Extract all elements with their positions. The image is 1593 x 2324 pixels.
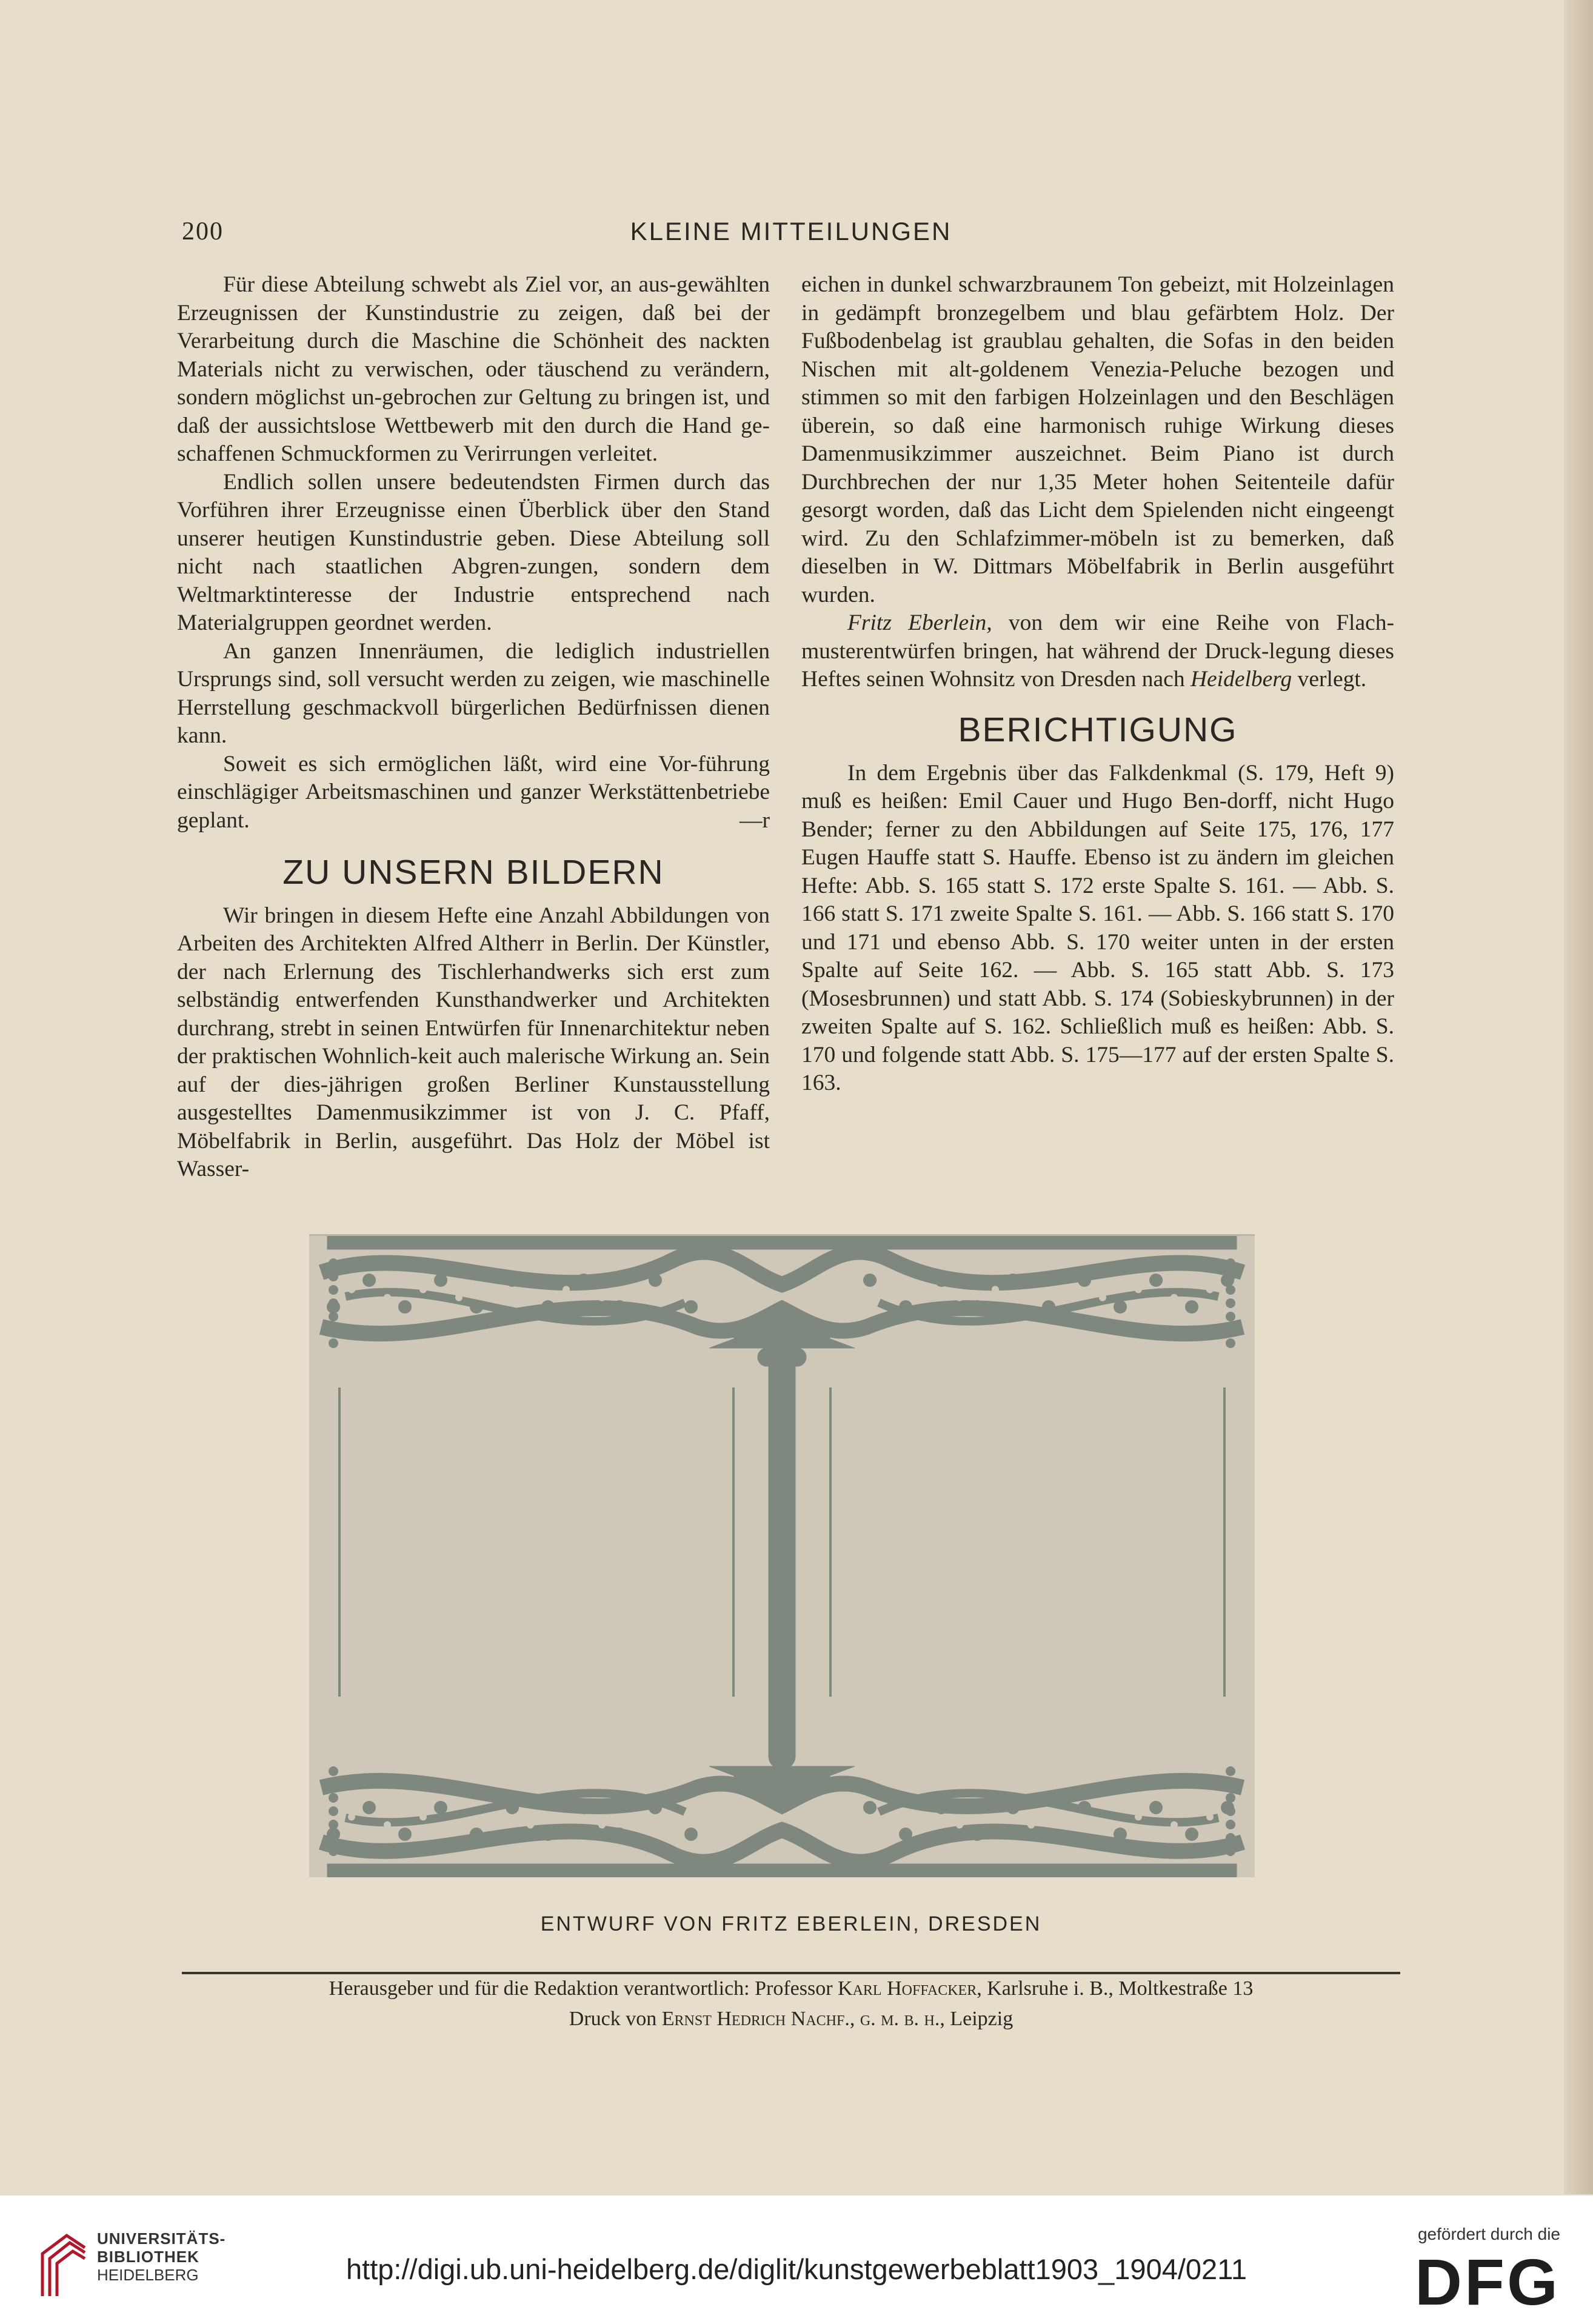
ornament-graphic <box>309 1236 1255 1877</box>
imprint-text: , Karlsruhe i. B., Moltkestraße 13 <box>977 1977 1254 2000</box>
ornament-illustration <box>309 1234 1255 1877</box>
section-heading: BERICHTIGUNG <box>958 710 1238 749</box>
funder-note: gefördert durch die <box>1417 2225 1560 2243</box>
paragraph: Soweit es sich ermöglichen läßt, wird eine Vor-führung einschlägiger Arbeitsmaschinen und ganzer Werkstättenbetriebe geplant. <box>177 751 770 833</box>
library-name-line: UNIVERSITÄTS- <box>97 2229 226 2248</box>
running-title: KLEINE MITTEILUNGEN <box>630 217 952 245</box>
section-heading: ZU UNSERN BILDERN <box>282 852 664 892</box>
paragraph: Endlich sollen unsere bedeutendsten Firmen durch das Vorführen ihrer Erzeugnisse einen Überblick über den Stand unserer heutigen Kunstindustrie geben. Diese Abteilung soll nicht nach staatlichen Abgren-zungen, sondern dem Weltmarktinteresse der Industrie entsprechend nach Materialgruppen geordnet werden. <box>177 469 770 635</box>
author-signature: —r <box>740 808 770 833</box>
imprint-rule <box>182 1972 1400 1974</box>
paragraph: Für diese Abteilung schwebt als Ziel vor, an aus-gewählten Erzeugnissen der Kunstindustrie zu zeigen, daß bei der Verarbeitung durch die Maschine die Schönheit des nackten Materials nicht zu verwischen, oder täuschend zu verändern, sondern möglichst un-gebrochen zur Geltung zu bringen ist, und daß der aussichtslose Wettbewerb mit den durch die Hand ge-schaffenen Schmuckformen zu Verirrungen verleitet. <box>177 272 770 466</box>
permalink-url[interactable]: http://digi.ub.uni-heidelberg.de/diglit/kunstgewerbeblatt1903_1904/0211 <box>346 2253 1247 2285</box>
library-name-line: HEIDELBERG <box>97 2266 199 2284</box>
artist-name: Fritz Eberlein, <box>847 610 992 635</box>
paragraph-text: von dem wir eine Reihe von Flach-musterentwürfen bringen, hat während der Druck-legung dieses Heftes seinen Wohnsitz von Dresden nach <box>801 610 1394 692</box>
imprint-text: Druck von <box>569 2008 662 2030</box>
imprint-text: , Leipzig <box>940 2008 1014 2030</box>
paragraph-text: verlegt. <box>1292 667 1367 692</box>
paragraph: An ganzen Innenräumen, die lediglich industriellen Ursprungs sind, soll versucht werden zu zeigen, wie maschinelle Herrstellung geschmackvoll bürgerlichen Bedürfnissen dienen kann. <box>177 638 770 748</box>
paragraph: Wir bringen in diesem Hefte eine Anzahl Abbildungen von Arbeiten des Architekten Alfred Altherr in Berlin. Der Künstler, der nach Erlernung des Tischlerhandwerks sich erst zum selbständig entwerfenden Kunsthandwerker und Architekten durchrang, strebt in seinen Entwürfen für Innenarchitektur neben der praktischen Wohnlich-keit auch malerische Wirkung an. Sein auf der dies-jährigen großen Berliner Kunstausstellung ausgestelltes Damenmusikzimmer ist von J. C. Pfaff, Möbelfabrik in Berlin, ausgeführt. Das Holz der Möbel ist Wasser- <box>177 903 770 1181</box>
right-column <box>801 271 1394 1098</box>
paragraph: In dem Ergebnis über das Falkdenkmal (S. 179, Heft 9) muß es heißen: Emil Cauer und Hugo Ben-dorff, nicht Hugo Bender; ferner zu den Abbildungen auf Seite 175, 176, 177 Eugen Hauffe statt S. Hauffe. Ebenso ist zu ändern im gleichen Hefte: Abb. S. 165 statt S. 172 erste Spalte S. 161. — Abb. S. 166 statt S. 171 zweite Spalte S. 161. — Abb. S. 166 statt S. 170 und 171 und ebenso Abb. S. 170 weiter unten in der ersten Spalte auf Seite 162. — Abb. S. 165 statt Abb. S. 173 (Mosesbrunnen) und statt Abb. S. 174 (Sobieskybrunnen) in der zweiten Spalte auf S. 162. Schließlich muß es heißen: Abb. S. 170 und folgende statt Abb. S. 175—177 auf der ersten Spalte S. 163. <box>801 760 1394 1095</box>
left-column <box>177 271 770 1184</box>
figure-caption: ENTWURF VON FRITZ EBERLEIN, DRESDEN <box>540 1912 1042 1935</box>
printer-name: Ernst Hedrich Nachf., g. m. b. h. <box>661 2008 940 2030</box>
page-edge-shadow <box>1564 0 1593 2194</box>
library-name-line: BIBLIOTHEK <box>97 2248 199 2266</box>
place-name: Heidelberg <box>1190 667 1292 692</box>
page-number: 200 <box>182 218 224 245</box>
paragraph: eichen in dunkel schwarzbraunem Ton gebeizt, mit Holzeinlagen in gedämpft bronzegelbem und blau gefärbtem Holz. Der Fußbodenbelag ist graublau gehalten, die Sofas in den beiden Nischen mit alt-goldenem Venezia-Peluche bezogen und stimmen so mit den farbigen Holzeinlagen und den Beschlägen überein, so daß eine harmonisch ruhige Wirkung dieses Damenmusikzimmer auszeichnet. Beim Piano ist durch Durchbrechen der nur 1,35 Meter hohen Seitenteile dafür gesorgt worden, daß das Licht dem Spielenden nicht eingeengt wird. Zu den Schlafzimmer-möbeln ist zu bemerken, daß dieselben in W. Dittmars Möbelfabrik in Berlin ausgeführt wurden. <box>801 272 1394 607</box>
imprint-text: Herausgeber und für die Redaktion verantwortlich: Professor <box>329 1977 838 2000</box>
dfg-logo[interactable]: DFG <box>1415 2245 1560 2319</box>
paragraph <box>801 609 1394 694</box>
editor-name: Karl Hoffacker <box>838 1977 977 2000</box>
imprint-editor-line <box>182 1977 1400 2000</box>
digitization-footer <box>0 2195 1593 2324</box>
running-head <box>182 217 1400 253</box>
imprint-printer-line <box>182 2008 1400 2031</box>
